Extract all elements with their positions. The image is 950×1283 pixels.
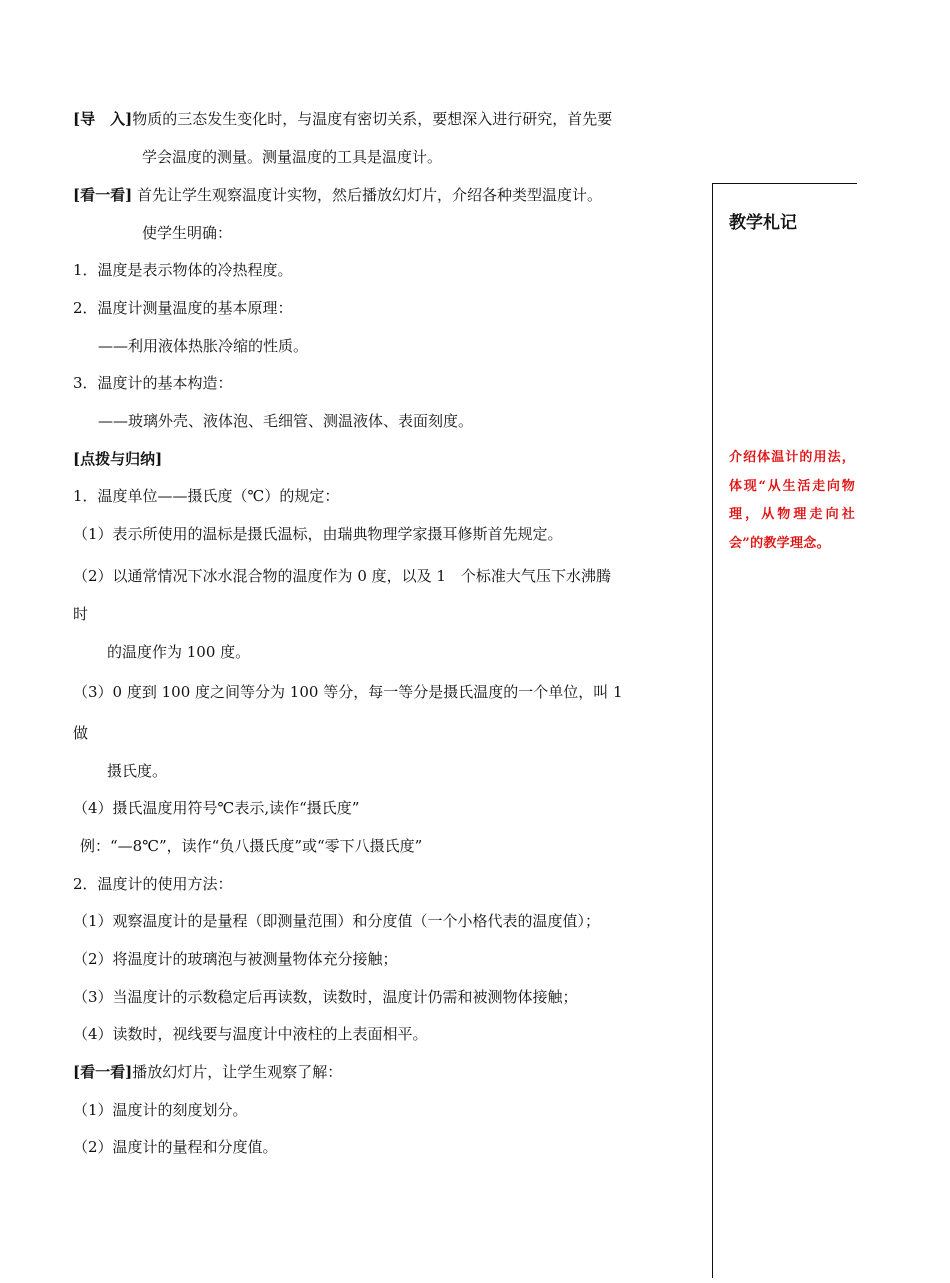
summary-1-item-3-cont: 摄氏度。 <box>107 762 168 780</box>
summary-1-item-2-wrap: 时 <box>73 605 89 623</box>
summary-2-item-2: （2）将温度计的玻璃泡与被测量物体充分接触； <box>73 950 398 968</box>
sidebar-note: 介绍体温计的用法，体现“从生活走向物理，从物理走向社会”的教学理念。 <box>729 450 855 551</box>
look-label: [看一看] <box>73 186 133 204</box>
look-text: 首先让学生观察温度计实物，然后播放幻灯片，介绍各种类型温度计。 <box>132 186 602 204</box>
point-3-detail: ——玻璃外壳、液体泡、毛细管、测温液体、表面刻度。 <box>98 412 474 430</box>
look2-line <box>73 1062 342 1082</box>
point-3: 3．温度计的基本构造： <box>73 374 233 392</box>
look2-text: 播放幻灯片，让学生观察了解： <box>132 1063 343 1081</box>
summary-2: 2．温度计的使用方法： <box>73 875 233 893</box>
summary-1-item-2-cont: 的温度作为 100 度。 <box>107 643 251 661</box>
look2-item-2: （2）温度计的量程和分度值。 <box>73 1138 278 1156</box>
summary-1-example: 例：“—8℃”，读作“负八摄氏度”或“零下八摄氏度” <box>80 837 423 855</box>
point-2-detail: ——利用液体热胀冷缩的性质。 <box>98 337 309 355</box>
look-line-2: 使学生明确： <box>142 224 233 242</box>
summary-2-item-1: （1）观察温度计的是量程（即测量范围）和分度值（一个小格代表的温度值）； <box>73 912 601 930</box>
look2-label: [看一看] <box>73 1063 133 1081</box>
intro-text-1: 物质的三态发生变化时，与温度有密切关系，要想深入进行研究，首先要 <box>132 110 613 128</box>
teaching-notes-sidebar <box>712 183 857 1278</box>
sidebar-title: 教学札记 <box>729 213 797 233</box>
intro-line-1 <box>73 109 612 129</box>
summary-1-item-2: （2）以通常情况下冰水混合物的温度作为 0 度，以及 1 个标准大气压下水沸腾 <box>73 567 611 585</box>
summary-2-item-3: （3）当温度计的示数稳定后再读数，读数时，温度计仍需和被测物体接触； <box>73 988 578 1006</box>
intro-label: [导 入] <box>73 110 133 128</box>
summary-2-item-4: （4）读数时，视线要与温度计中液柱的上表面相平。 <box>73 1025 428 1043</box>
summary-1-item-3: （3）0 度到 100 度之间等分为 100 等分，每一等分是摄氏温度的一个单位，叫 1 <box>73 683 623 701</box>
summary-1-item-3-wrap: 做 <box>73 724 89 742</box>
summary-heading: [点拨与归纳] <box>73 450 163 468</box>
summary-1-item-1: （1）表示所使用的温标是摄氏温标，由瑞典物理学家摄耳修斯首先规定。 <box>73 525 563 543</box>
point-2: 2．温度计测量温度的基本原理： <box>73 299 293 317</box>
summary-1-item-4: （4）摄氏温度用符号℃表示,读作“摄氏度” <box>73 799 360 817</box>
look-line-1 <box>73 185 602 205</box>
intro-line-2: 学会温度的测量。测量温度的工具是温度计。 <box>142 148 443 166</box>
summary-1: 1．温度单位——摄氏度（℃）的规定： <box>73 487 340 505</box>
point-1: 1．温度是表示物体的冷热程度。 <box>73 261 293 279</box>
look2-item-1: （1）温度计的刻度划分。 <box>73 1101 248 1119</box>
